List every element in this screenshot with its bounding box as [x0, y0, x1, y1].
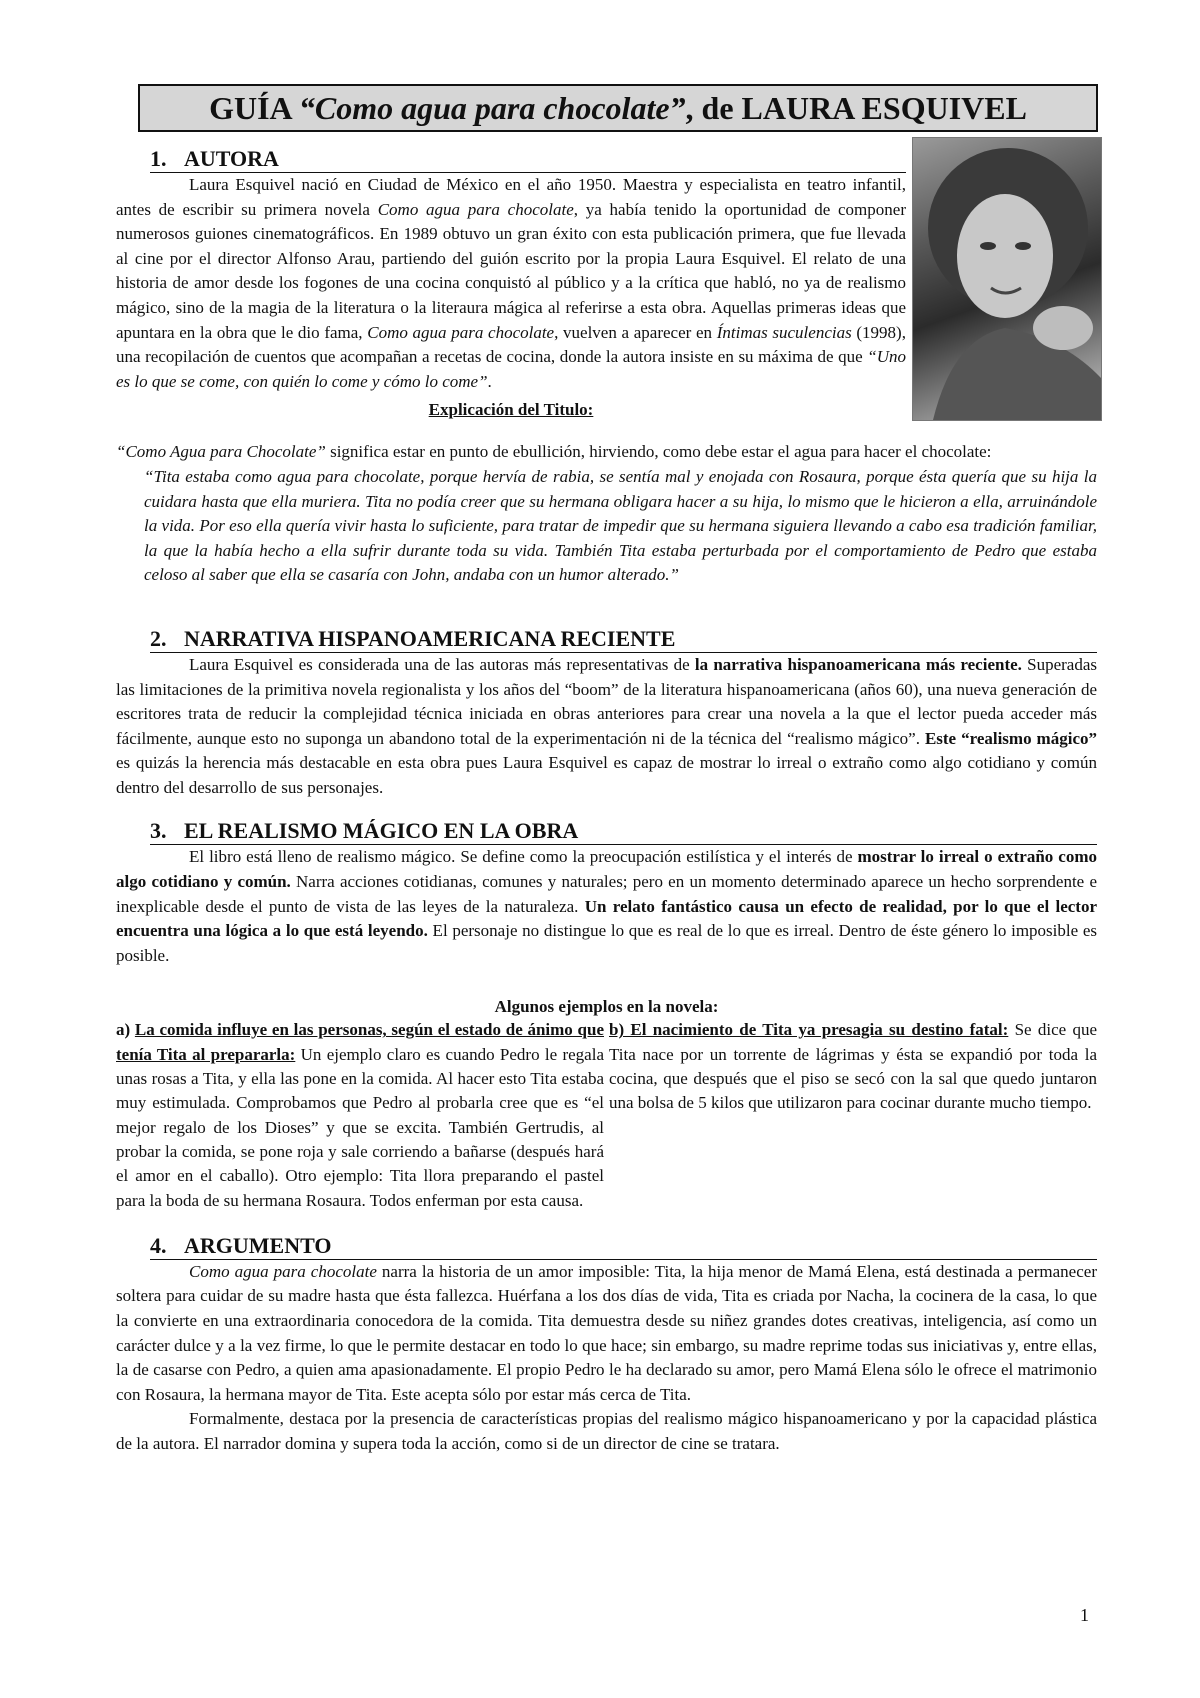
section-autora — [116, 146, 906, 422]
section-heading: 4. ARGUMENTO — [150, 1233, 1097, 1260]
section-argumento — [116, 1233, 1097, 1457]
section-heading: 2. NARRATIVA HISPANOAMERICANA RECIENTE — [150, 626, 1097, 653]
section-heading: 1. AUTORA — [150, 146, 906, 173]
ejemplo-b-text: b) El nacimiento de Tita ya presagia su destino fatal: Se dice que Tita nace por un torrente de lágrimas y ésta se expandió por toda la cocina, que después que el piso se secó con la sal que quedo juntaron una bolsa de 5 kilos que utilizaron para cocinar durante mucho tiempo. — [609, 1020, 1098, 1113]
titulo-intro: “Como Agua para Chocolate” significa estar en punto de ebullición, hirviendo, como debe estar el agua para hacer el chocolate: — [116, 442, 992, 462]
ejemplo-b — [609, 1018, 1097, 1212]
titulo-quote: “Tita estaba como agua para chocolate, porque hervía de rabia, se sentía mal y enojada con Rosaura, porque ésta quería que su hija la cuidara hasta que ella muriera. Tita no podía creer que su hermana obligara hacer a su hija, lo mismo que le hicieron a ella, arruinándole la vida. Por eso ella quería vivir hasta lo suficiente, para tratar de impedir que su hermana siguiera llevando a cabo esa tradición familiar, la que la había hecho a ella sufrir durante toda su vida. También Tita estaba perturbada por el comportamiento de Pedro que estaba celoso al saber que ella se casaría con John, andaba con un humor alterado.” — [144, 466, 1097, 585]
ejemplo-a-text: a) La comida influye en las personas, según el estado de ánimo que tenía Tita al prepararla: Un ejemplo claro es cuando Pedro le regala unas rosas a Tita, y ella las pone en la comida. Al hacer esto Tita estaba muy estimulada. Comprobamos que Pedro al probarla cree que es “el mejor regalo de los Dioses” y que se excita. También Gertrudis, al probar la comida, se pone roja y sale corriendo a bañarse (después hará el amor en el caballo). Otro ejemplo: Tita llora preparando el pastel para la boda de su hermana Rosaura. Todos enferman por esta causa. — [116, 1020, 604, 1210]
argumento-paragraph-1: Como agua para chocolate narra la historia de un amor imposible: Tita, la hija menor de Mamá Elena, está destinada a permanecer soltera para cuidar de su madre hasta que ésta fallezca. Huérfana a los dos días de vida, Tita es criada por Nacha, la cocinera de la casa, lo que la convierte en una extraordinaria conocedora de la comida. Tita demuestra desde su niñez grandes dotes creativas, inteligencia, así como un carácter dulce y a la vez firme, lo que le permite destacar en todo lo que hace; sin embargo, su madre reprime todas sus iniciativas y, entre ellas, la de casarse con Pedro, a quien ama apasionadamente. El propio Pedro le ha declarado su amor, pero Mamá Elena sólo le ofrece el matrimonio con Rosaura, la hermana mayor de Tita. Este acepta sólo por estar más cerca de Tita. — [116, 1261, 1097, 1404]
document-title: GUÍA “Como agua para chocolate”, de LAURA ESQUIVEL — [138, 84, 1098, 132]
realismo-paragraph: El libro está lleno de realismo mágico. Se define como la preocupación estilística y el interés de mostrar lo irreal o extraño como algo cotidiano y común. Narra acciones cotidianas, comunes y naturales; pero en un momento determinado aparece un hecho sorprendente e inexplicable desde el punto de vista de las leyes de la naturaleza. Un relato fantástico causa un efecto de realidad, por lo que el lector encuentra una lógica a lo que está leyendo. El personaje no distingue lo que es real de lo que es irreal. Dentro de éste género lo imposible es posible. — [116, 847, 1097, 965]
section-realismo — [116, 818, 1097, 968]
narrativa-paragraph: Laura Esquivel es considerada una de las autoras más representativas de la narrativa hispanoamericana más reciente. Superadas las limitaciones de la primitiva novela regionalista y los años del “boom” de la literatura hispanoamericana (años 60), una nueva generación de escritores trata de reducir la complejidad técnica iniciada en obras anteriores para crear una novela a la que el lector pueda acceder más fácilmente, aunque esto no suponga un abandono total de la experimentación ni de la técnica del “realismo mágico”. Este “realismo mágico” es quizás la herencia más destacable en esta obra pues Laura Esquivel es capaz de mostrar lo irreal o extraño como algo cotidiano y común dentro del desarrollo de sus personajes. — [116, 654, 1097, 797]
ejemplos-block — [116, 996, 1097, 1212]
titulo-explanation — [116, 440, 1097, 588]
ejemplo-a — [116, 1018, 604, 1212]
section-narrativa — [116, 626, 1097, 801]
section-heading: 3. EL REALISMO MÁGICO EN LA OBRA — [150, 818, 1097, 845]
argumento-paragraph-2: Formalmente, destaca por la presencia de características propias del realismo mágico hispanoamericano y por la capacidad plástica de la autora. El narrador domina y supera toda la acción, como si de un director de cine se tratara. — [116, 1409, 1097, 1453]
page-number: 1 — [1080, 1605, 1089, 1625]
ejemplos-heading: Algunos ejemplos en la novela: — [494, 997, 719, 1017]
titulo-heading: Explicación del Titulo: — [428, 400, 594, 420]
document-page — [116, 84, 1097, 1457]
autora-paragraph: Laura Esquivel nació en Ciudad de México en el año 1950. Maestra y especialista en teatro infantil, antes de escribir su primera novela Como agua para chocolate, ya había tenido la oportunidad de componer numerosos guiones cinematográficos. En 1989 obtuvo un gran éxito con esta publicación primera, que fue llevada al cine por el director Alfonso Arau, partiendo del guión escrito por la propia Laura Esquivel. El relato de una historia de amor desde los fogones de una cocina conquistó al público y a la crítica que habló, no ya de realismo mágico, sino de la magia de la literatura o la literaura mágica al referirse a esta obra. Aquellas primeras ideas que apuntara en la obra que le dio fama, Como agua para chocolate, vuelven a aparecer en Íntimas suculencias (1998), una recopilación de cuentos que acompañan a recetas de cocina, donde la autora insiste en su máxima de que “Uno es lo que se come, con quién lo come y cómo lo come”. — [116, 175, 906, 391]
ejemplos-columns — [116, 1018, 1097, 1212]
